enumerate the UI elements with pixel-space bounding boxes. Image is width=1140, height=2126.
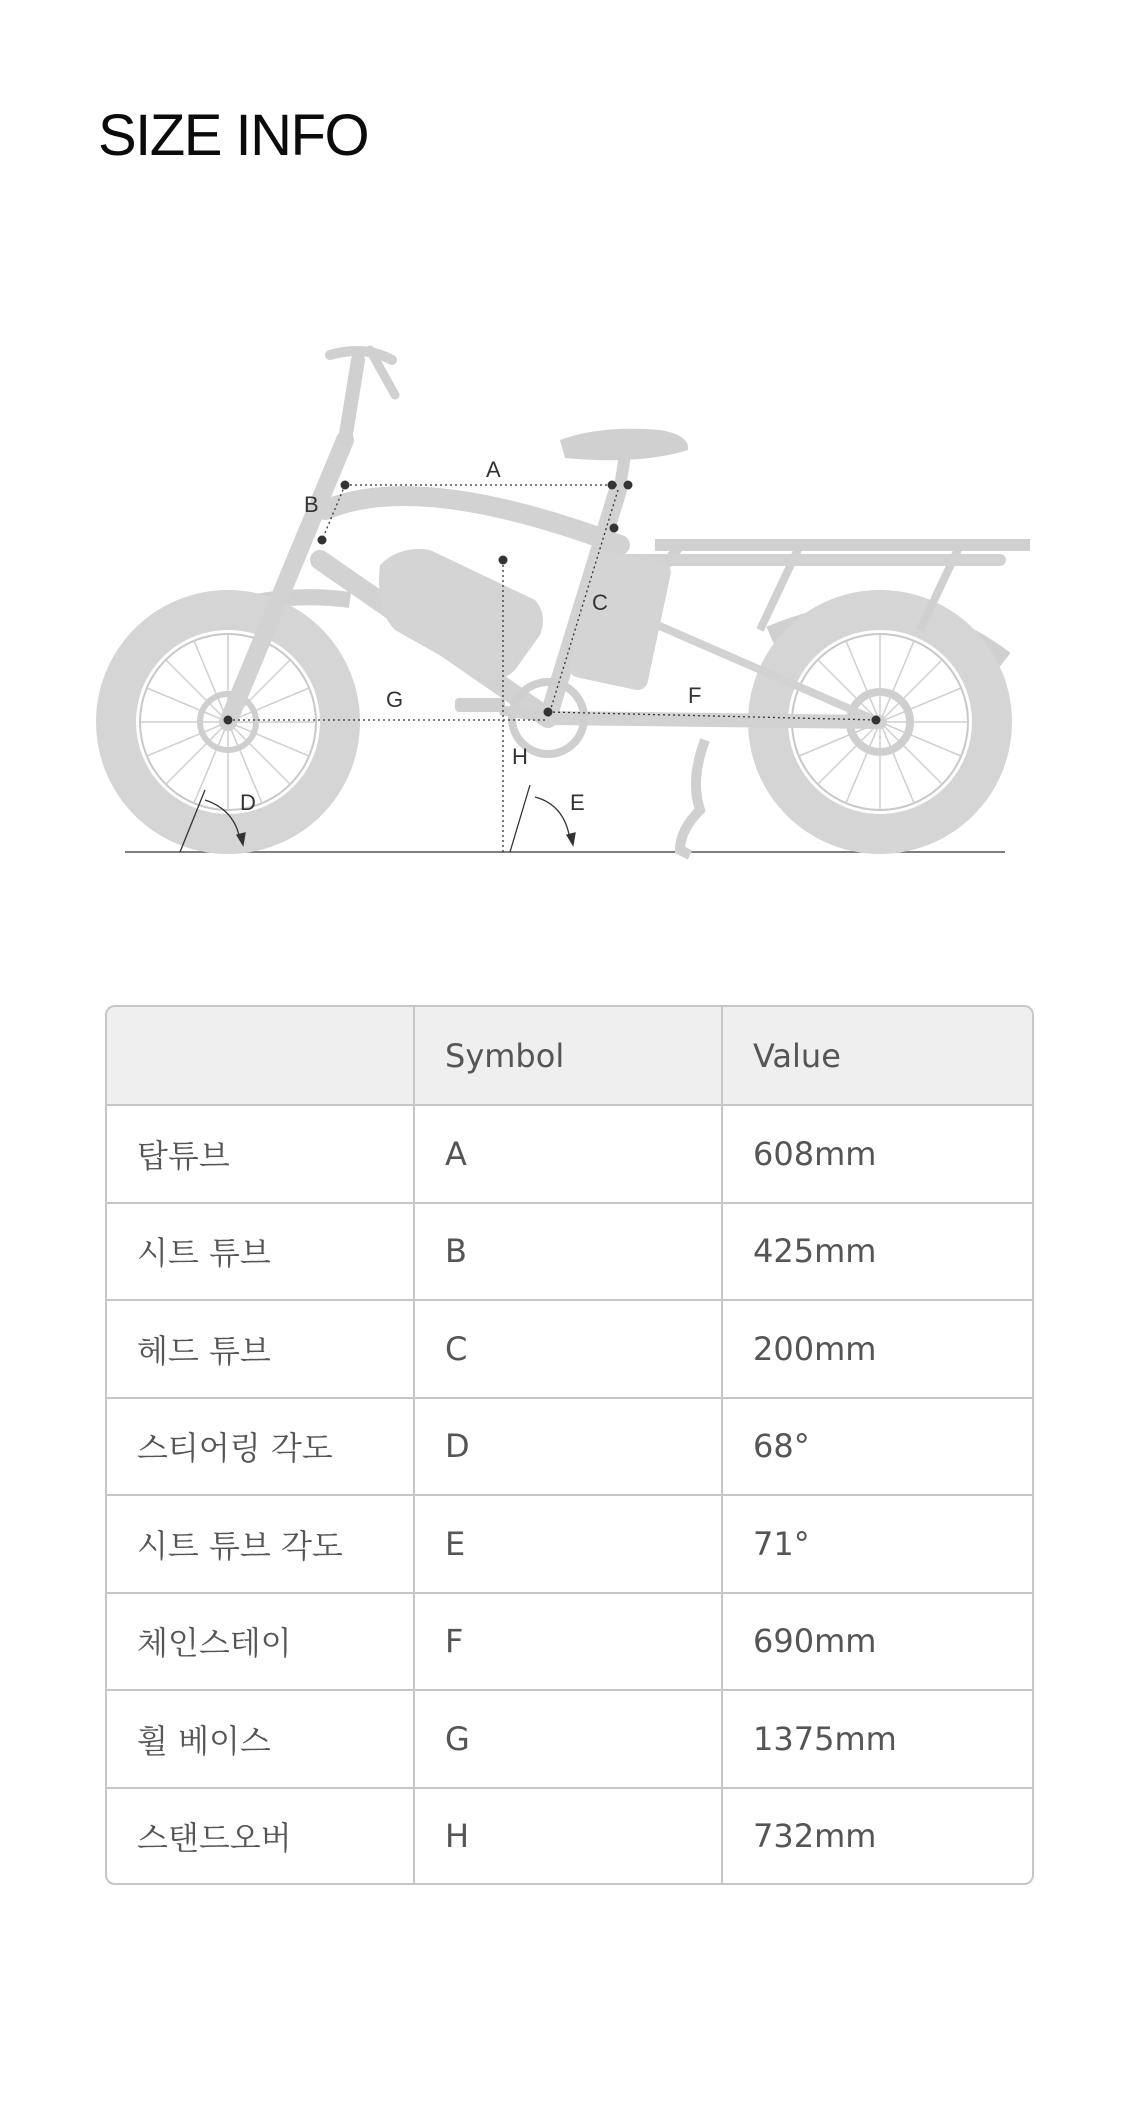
label-g: G	[386, 687, 404, 712]
row-symbol: H	[415, 1789, 723, 1885]
pedal	[455, 698, 505, 712]
label-b: B	[304, 492, 319, 517]
seat-angle-line	[510, 785, 530, 852]
table-row	[107, 1494, 1032, 1592]
label-a: A	[486, 457, 501, 482]
header-value: Value	[753, 1036, 841, 1075]
table-row	[107, 1202, 1032, 1300]
row-value: 608mm	[753, 1134, 877, 1173]
row-name: 탑튜브	[107, 1106, 415, 1202]
row-symbol: A	[415, 1106, 723, 1202]
row-name: 시트 튜브 각도	[107, 1496, 415, 1592]
row-value: 1375mm	[753, 1719, 897, 1758]
row-value: 68°	[753, 1427, 810, 1466]
row-name: 시트 튜브	[107, 1204, 415, 1300]
row-value: 732mm	[753, 1817, 877, 1856]
label-h: H	[512, 744, 528, 769]
seat-post	[618, 455, 625, 500]
header-name	[107, 1007, 415, 1104]
row-symbol: D	[415, 1399, 723, 1495]
rear-battery	[567, 548, 672, 692]
row-symbol: B	[415, 1204, 723, 1300]
row-name: 체인스테이	[107, 1594, 415, 1690]
row-name: 헤드 튜브	[107, 1301, 415, 1397]
row-value: 200mm	[753, 1329, 877, 1368]
header-symbol: Symbol	[415, 1007, 723, 1104]
bike-geometry-diagram	[0, 300, 1140, 900]
battery	[379, 549, 543, 680]
handlebar	[330, 350, 395, 440]
table-row	[107, 1104, 1032, 1202]
row-name: 스탠드오버	[107, 1789, 415, 1885]
label-c: C	[592, 590, 608, 615]
table-row	[107, 1787, 1032, 1885]
table-row	[107, 1397, 1032, 1495]
row-name: 휠 베이스	[107, 1691, 415, 1787]
row-value: 71°	[753, 1524, 810, 1563]
page-title: SIZE INFO	[98, 103, 369, 168]
label-f: F	[688, 683, 702, 708]
row-symbol: E	[415, 1496, 723, 1592]
row-value: 690mm	[753, 1622, 877, 1661]
table-row	[107, 1592, 1032, 1690]
label-e: E	[570, 790, 585, 815]
row-symbol: F	[415, 1594, 723, 1690]
row-symbol: C	[415, 1301, 723, 1397]
size-info-table	[105, 1005, 1034, 1885]
table-header-row	[107, 1007, 1032, 1104]
table-row	[107, 1299, 1032, 1397]
row-symbol: G	[415, 1691, 723, 1787]
seat-angle-arc	[535, 797, 570, 840]
row-name: 스티어링 각도	[107, 1399, 415, 1495]
row-value: 425mm	[753, 1232, 877, 1271]
table-row	[107, 1689, 1032, 1787]
label-d: D	[240, 790, 256, 815]
kickstand	[680, 740, 705, 855]
